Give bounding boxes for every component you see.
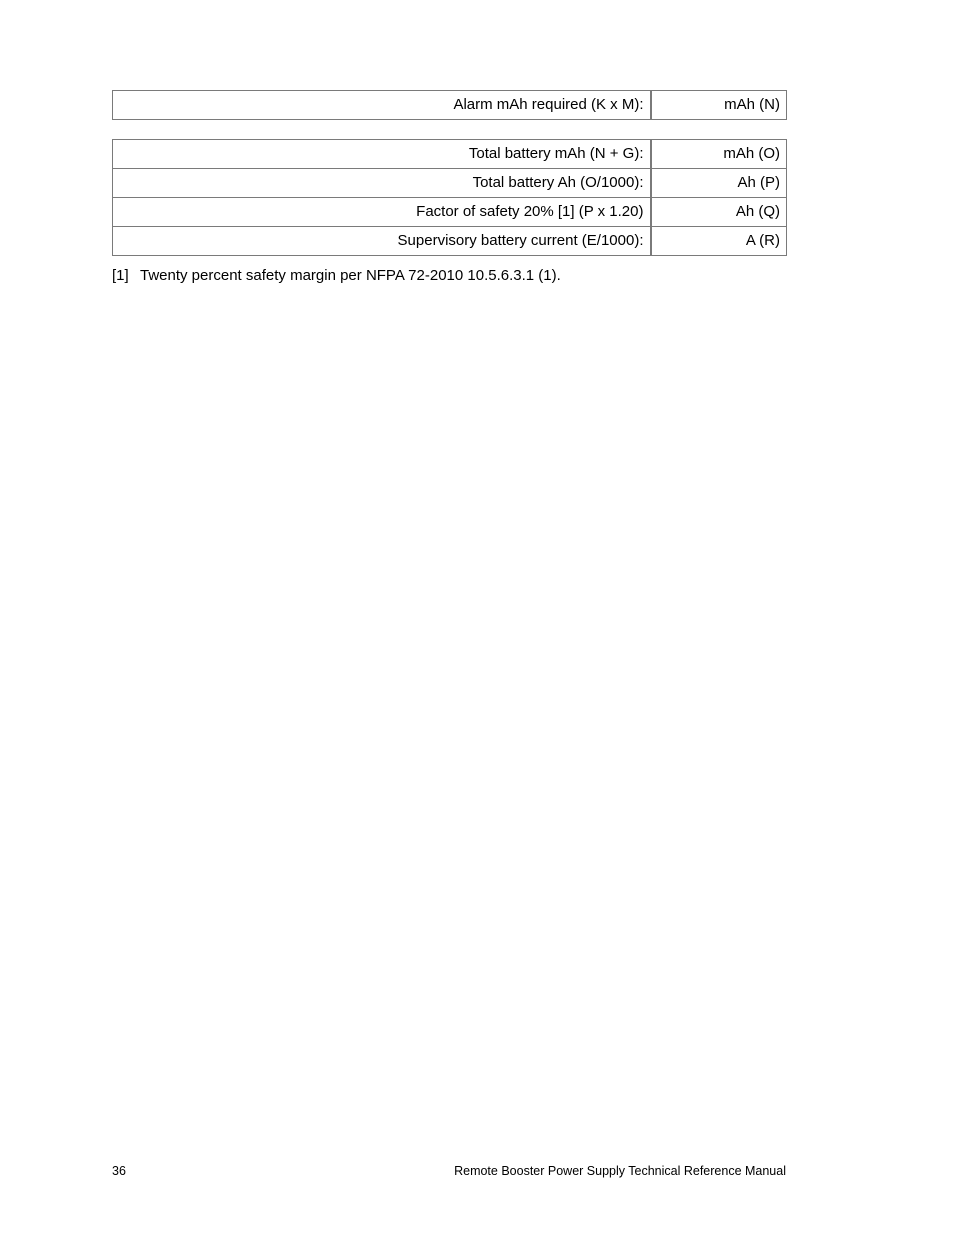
row-unit-cell: Ah (Q) — [651, 198, 787, 227]
row-label: Total battery Ah (O/1000): — [113, 169, 651, 198]
footnote-marker: [1] — [112, 267, 129, 284]
table-row — [113, 91, 787, 120]
row-unit-cell: Ah (P) — [651, 169, 787, 198]
document-title: Remote Booster Power Supply Technical Reference Manual — [454, 1164, 786, 1178]
row-unit-cell: A (R) — [651, 227, 787, 256]
table-row — [113, 169, 787, 198]
table-row — [113, 198, 787, 227]
row-unit-cell: mAh (O) — [651, 140, 787, 169]
alarm-mah-table — [112, 90, 787, 120]
footnote-text: Twenty percent safety margin per NFPA 72-2010 10.5.6.3.1 (1). — [140, 267, 561, 284]
row-label: Supervisory battery current (E/1000): — [113, 227, 651, 256]
page-footer — [112, 1163, 786, 1179]
row-label: Total battery mAh (N + G): — [113, 140, 651, 169]
row-unit-cell: mAh (N) — [651, 91, 787, 120]
table-row — [113, 227, 787, 256]
battery-totals-table — [112, 139, 787, 256]
footnote — [112, 266, 561, 286]
row-label: Factor of safety 20% [1] (P x 1.20) — [113, 198, 651, 227]
table-row — [113, 140, 787, 169]
row-label: Alarm mAh required (K x M): — [113, 91, 651, 120]
page-number: 36 — [112, 1164, 126, 1178]
